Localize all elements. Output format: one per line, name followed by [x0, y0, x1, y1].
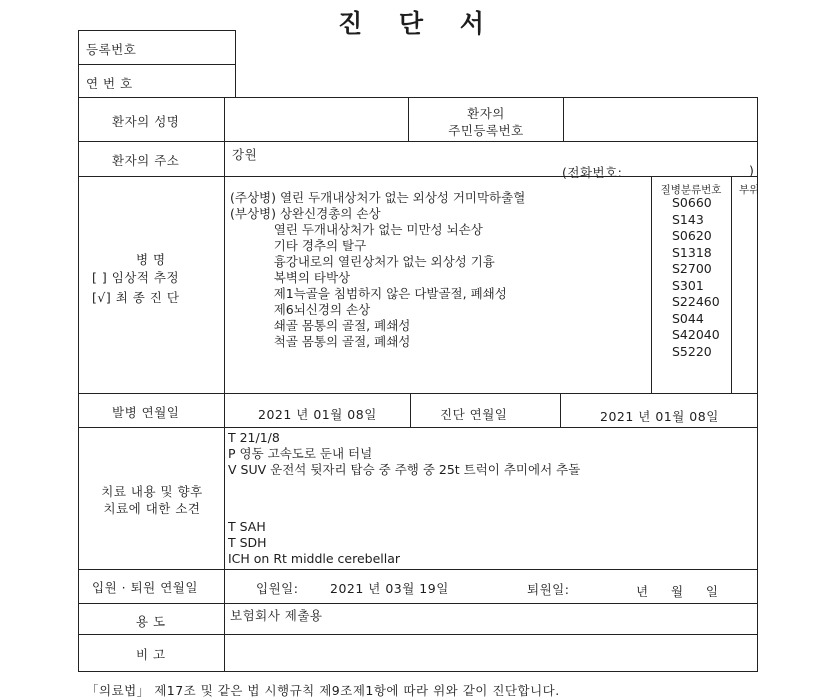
- document-title: 진 단 서: [338, 9, 498, 38]
- diagnosis-line: 제6뇌신경의 손상: [230, 302, 371, 317]
- diagnosis-line: 흉강내로의 열린상처가 없는 외상성 기흉: [230, 254, 495, 269]
- registration-label: 등록번호: [86, 42, 137, 57]
- serial-label: 연 번 호: [86, 76, 133, 91]
- clinical-option: [ ] 임상적 추정: [92, 270, 180, 285]
- name-divider-1: [408, 97, 409, 141]
- admission-in-label: 입원일:: [256, 581, 299, 596]
- code-item: S143: [672, 211, 704, 227]
- admission-in-value: 2021 년 03월 19일: [330, 581, 449, 596]
- code-item: S0620: [672, 228, 712, 243]
- onset-label: 발병 연월일: [112, 405, 180, 420]
- reg-box-left: [78, 30, 79, 98]
- table-top-line: [78, 97, 758, 98]
- patient-name-label: 환자의 성명: [112, 114, 180, 129]
- code-item: S2700: [672, 261, 712, 276]
- row-line-remarks: [78, 671, 758, 672]
- treatment-line: T 21/1/8: [228, 430, 280, 445]
- label-column-line: [224, 97, 225, 671]
- patient-id-label-1: 환자의: [467, 106, 505, 121]
- admission-out-value: 년 월 일: [636, 584, 719, 599]
- reg-box-right: [235, 30, 236, 98]
- treatment-line: P 영동 고속도로 둔내 터널: [228, 446, 373, 461]
- diagnosis-line: 쇄골 몸통의 골절, 폐쇄성: [230, 318, 411, 333]
- footer-statement: 「의료법」 제17조 및 같은 법 시행규칙 제9조제1항에 따라 위와 같이 진단합니다.: [86, 683, 560, 698]
- code-item: S5220: [672, 343, 712, 359]
- admission-out-label: 퇴원일:: [527, 582, 570, 597]
- purpose-label: 용 도: [136, 614, 166, 629]
- diag-date-label: 진단 연월일: [440, 407, 508, 422]
- reg-box-mid: [78, 64, 236, 65]
- treatment-line: ICH on Rt middle cerebellar: [228, 551, 401, 566]
- name-divider-2: [563, 97, 564, 141]
- onset-divider-2: [560, 393, 561, 427]
- reg-box-top: [78, 30, 236, 31]
- part-header: 부위: [739, 184, 760, 196]
- final-option: [√] 최 종 진 단: [92, 290, 180, 305]
- code-item: S044: [672, 310, 704, 326]
- code-column-left: [651, 176, 652, 393]
- treatment-label-1: 치료 내용 및 향후: [101, 484, 203, 499]
- code-item: S301: [672, 277, 704, 293]
- treatment-line: T SAH: [228, 519, 266, 534]
- row-line-admission: [78, 603, 758, 604]
- patient-address-value: 강원: [232, 147, 258, 162]
- row-line-purpose: [78, 634, 758, 635]
- code-item: S0660: [672, 195, 712, 210]
- diagnosis-label: 병 명: [136, 252, 166, 267]
- diagnosis-line: 열린 두개내상처가 없는 미만성 뇌손상: [230, 222, 483, 237]
- diagnosis-line: 제1늑골을 침범하지 않은 다발골절, 폐쇄성: [230, 286, 507, 301]
- treatment-notes-bottom: [228, 519, 400, 567]
- row-line-address: [78, 176, 758, 177]
- code-header: 질병분류번호: [660, 184, 722, 196]
- code-item: S1318: [672, 244, 712, 260]
- onset-divider-1: [410, 393, 411, 427]
- code-item: S42040: [672, 327, 720, 342]
- code-item: S22460: [672, 294, 720, 309]
- patient-id-label-2: 주민등록번호: [448, 123, 524, 138]
- diagnosis-line: (부상병) 상완신경총의 손상: [230, 206, 381, 221]
- row-line-onset: [78, 427, 758, 428]
- treatment-notes-top: [228, 430, 580, 478]
- remarks-label: 비 고: [136, 647, 166, 662]
- admission-label: 입원 · 퇴원 연월일: [92, 580, 198, 595]
- table-left-line: [78, 97, 79, 671]
- diagnosis-line: 기타 경추의 탈구: [230, 238, 367, 253]
- phone-label: (전화번호:: [562, 165, 623, 180]
- code-column-right: [731, 176, 732, 393]
- treatment-line: V SUV 운전석 뒷자리 탑승 중 주행 중 25t 트럭이 추미에서 추돌: [228, 462, 581, 477]
- row-line-name: [78, 141, 758, 142]
- diag-date-value: 2021 년 01월 08일: [600, 409, 719, 424]
- row-line-treatment: [78, 569, 758, 570]
- code-list: [672, 195, 720, 360]
- treatment-line: T SDH: [228, 535, 267, 550]
- diagnosis-line: 복벽의 타박상: [230, 270, 351, 285]
- diagnosis-line: 척골 몸통의 골절, 폐쇄성: [230, 334, 411, 349]
- phone-close: ): [749, 163, 755, 178]
- purpose-value: 보험회사 제출용: [230, 608, 323, 623]
- patient-address-label: 환자의 주소: [112, 153, 180, 168]
- row-line-diagnosis: [78, 393, 758, 394]
- diagnosis-line: (주상병) 열린 두개내상처가 없는 외상성 거미막하출혈: [230, 190, 526, 205]
- treatment-label-2: 치료에 대한 소견: [103, 501, 201, 516]
- diagnosis-lines: [230, 190, 525, 350]
- onset-value: 2021 년 01월 08일: [258, 407, 377, 422]
